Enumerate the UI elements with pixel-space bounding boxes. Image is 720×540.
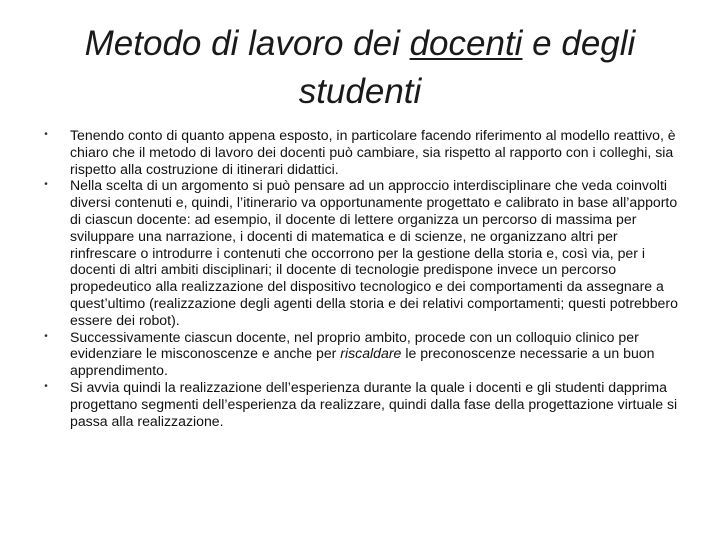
bullet-list [40, 127, 680, 429]
bullet-item-text: Tenendo conto di quanto appena esposto, in particolare facendo riferimento al modello reattivo, è chiaro che il metodo di lavoro dei docenti può cambiare, sia rispetto al rapporto con i colleghi, sia rispetto alla costruzione di itinerari didattici. [70, 127, 676, 177]
title-part-1: Metodo di lavoro dei [84, 24, 410, 63]
title-part-2: e degli studenti [298, 24, 636, 111]
bullet-icon: • [44, 129, 48, 140]
bullet-icon: • [44, 380, 48, 392]
bullet-item-text [70, 329, 654, 379]
bullet-item-text-part-1: Successivamente ciascun docente, nel proprio ambito, procede con un colloquio clinico per evidenziare le misconoscenze e anche per [70, 328, 639, 362]
bullet-icon: • [44, 179, 48, 191]
bullet-item-text-emphasis: riscaldare [340, 345, 402, 362]
bullet-item-2 [40, 177, 680, 328]
bullet-item-4 [40, 379, 680, 429]
title-underlined-word: docenti [409, 24, 523, 63]
bullet-item-1 [40, 127, 680, 177]
bullet-item-3 [40, 329, 680, 379]
bullet-item-text-part-2: le preconoscenze necessarie a un buon apprendimento. [70, 345, 655, 379]
bullet-item-text: Nella scelta di un argomento si può pensare ad un approccio interdisciplinare che veda coinvolti diversi contenuti e, quindi, l’itinerario va opportunamente progettato e calibrato in base all’apporto di ciascun docente: ad esempio, il docente di lettere organizza un percorso di massima per sviluppare una narrazione, i docenti di matematica e di scienze, ne organizzano altri per rinfrescare o introdurre i contenuti che occorrono per la gestione della storia e, così via, per i docenti di altri ambiti disciplinari; il docente di tecnologie predispone invece un percorso propedeutico alla realizzazione del dispositivo tecnologico e dei comportamenti da assegnare a quest’ultimo (realizzazione degli agenti della storia e dei relativi comportamenti; questi potrebbero essere dei robot). [70, 177, 678, 328]
bullet-item-text: Si avvia quindi la realizzazione dell’esperienza durante la quale i docenti e gli studenti dapprima progettano segmenti dell’esperienza da realizzare, quindi dalla fase della progettazione virtuale si passa alla realizzazione. [70, 378, 678, 429]
slide-title [40, 20, 680, 116]
bullet-icon: • [44, 330, 48, 342]
